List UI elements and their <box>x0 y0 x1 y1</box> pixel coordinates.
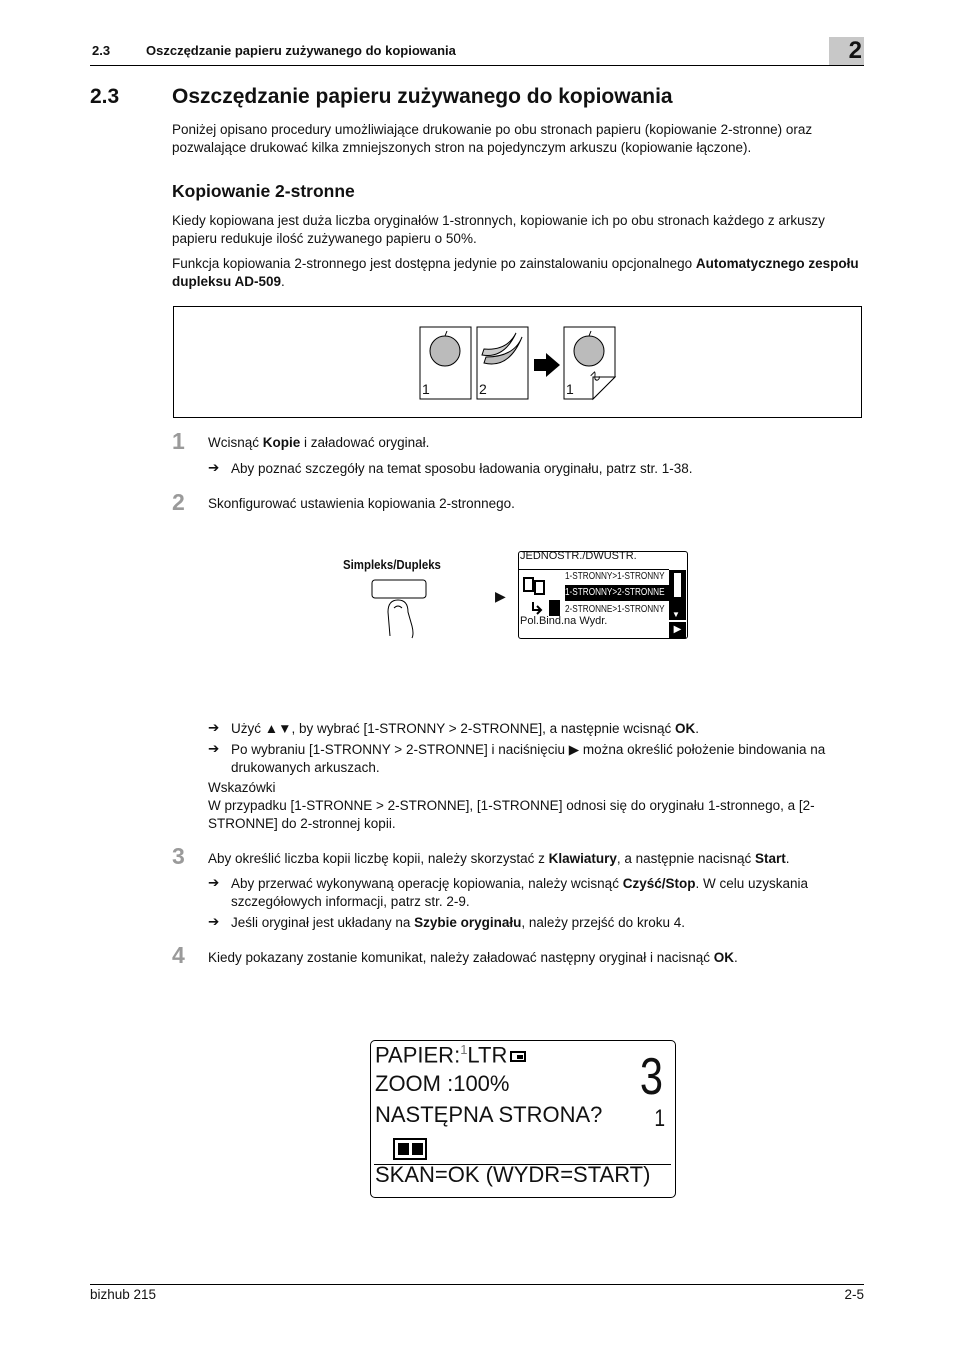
arrow-bullet: ➔ <box>208 460 220 475</box>
next-arrow-icon: ▶ <box>495 588 506 604</box>
header-section-number: 2.3 <box>92 43 111 58</box>
arrow-bullet: ➔ <box>208 875 220 890</box>
lcd-option-2[interactable]: 1-STRONNY>2-STRONNE <box>565 587 665 598</box>
subsection-title: Kopiowanie 2-stronne <box>172 181 355 201</box>
step-1-number: 1 <box>172 428 185 454</box>
button-press-icon <box>368 578 430 640</box>
lcd-scroll-thumb[interactable] <box>673 572 682 598</box>
lcd-scan-line: SKAN=OK (WYDR=START) <box>375 1162 651 1187</box>
result-front-label: 1 <box>566 381 574 397</box>
lcd-paper-line: PAPIER:$^1$LTR <box>375 1042 526 1068</box>
result-back-label: 2 <box>587 368 604 385</box>
paragraph-2: Funkcja kopiowania 2-stronnego jest dostępna jedynie po zainstalowaniu opcjonalnego Automatycznego zespołu dupleksu AD-509. <box>172 256 859 289</box>
lcd-right-icon[interactable]: ▶ <box>669 622 686 638</box>
page-1-label: 1 <box>422 381 430 397</box>
arrow-bullet: ➔ <box>208 914 220 929</box>
lcd-zoom-line: ZOOM :100% <box>375 1071 510 1096</box>
step-2-note-1: Użyć ▲▼, by wybrać [1-STRONNY > 2-STRONNE], a następnie wcisnąć OK. <box>231 721 699 736</box>
step-2-text: Skonfigurować ustawienia kopiowania 2-stronnego. <box>208 496 515 511</box>
paper-orientation-icon <box>510 1051 526 1062</box>
duplex-diagram <box>174 307 861 417</box>
step-4-number: 4 <box>172 942 185 968</box>
lcd-option-3[interactable]: 2-STRONNE>1-STRONNY <box>565 604 665 615</box>
step-2-note-2: Po wybraniu [1-STRONNY > 2-STRONNE] i naciśnięciu ▶ można określić położenie bindowania na drukowanych arkuszach. <box>231 742 826 775</box>
section-number: 2.3 <box>90 85 120 108</box>
step-2-number: 2 <box>172 489 185 515</box>
footer-divider <box>90 1284 864 1285</box>
arrow-bullet: ➔ <box>208 720 220 735</box>
lcd-option-1[interactable]: 1-STRONNY>1-STRONNY <box>565 571 665 582</box>
lcd-next-page-line: NASTĘPNA STRONA? <box>375 1102 603 1127</box>
step-1-text: Wcisnąć Kopie i załadować oryginał. <box>208 435 430 450</box>
copy-lcd-display <box>370 1040 676 1198</box>
step-3-text: Aby określić liczba kopii liczbę kopii, należy skorzystać z Klawiatury, a następnie nacisnąć Start. <box>208 851 790 866</box>
step-3-sub-1: Aby przerwać wykonywaną operację kopiowania, należy wcisnąć Czyść/Stop. W celu uzyskania szczegółowych informacji, patrz str. 2-9. <box>231 876 809 909</box>
lcd-page-number: 1 <box>654 1105 666 1132</box>
scroll-down-icon[interactable]: ▼ <box>672 610 680 619</box>
section-title: Oszczędzanie papieru zużywanego do kopiowania <box>172 85 673 108</box>
step-3-number: 3 <box>172 843 185 869</box>
duplex-mode-icon <box>523 576 565 618</box>
header-divider <box>90 65 864 66</box>
intro-paragraph: Poniżej opisano procedury umożliwiające drukowanie po obu stronach papieru (kopiowanie 2-stronne) oraz pozwalające drukować kilka zmniejszonych stron na pojedynczym arkuszu (kopiowanie łączone). <box>172 122 813 155</box>
hint-text: W przypadku [1-STRONNE > 2-STRONNE], [1-STRONNE] odnosi się do oryginału 1-stronnego, a [2-STRONNE] do 2-stronnej kopii. <box>208 798 815 831</box>
header-title: Oszczędzanie papieru zużywanego do kopiowania <box>146 43 456 58</box>
duplex-status-icon <box>393 1138 427 1160</box>
simplex-duplex-label: Simpleks/Dupleks <box>343 557 441 572</box>
step-3-sub-2: Jeśli oryginał jest układany na Szybie oryginału, należy przejść do kroku 4. <box>231 915 685 930</box>
page-2-label: 2 <box>479 381 487 397</box>
step-1-sub-text: Aby poznać szczegóły na temat sposobu ładowania oryginału, patrz str. 1-38. <box>231 461 693 476</box>
paragraph-1: Kiedy kopiowana jest duża liczba oryginałów 1-stronnych, kopiowanie ich po obu stronach każdego z arkuszy papieru redukuje ilość zużywanego papieru o 50%. <box>172 213 825 246</box>
panel-lcd <box>518 551 688 639</box>
footer-model: bizhub 215 <box>90 1287 157 1302</box>
duplex-illustration <box>173 306 862 418</box>
lcd-title: JEDNOSTR./DWUSTR. <box>520 550 637 562</box>
step-4-text: Kiedy pokazany zostanie komunikat, należy załadować następny oryginał i nacisnąć OK. <box>208 950 738 965</box>
footer-page-number: 2-5 <box>844 1287 864 1302</box>
lcd-copy-count: 3 <box>639 1048 664 1106</box>
hint-title: Wskazówki <box>208 780 276 795</box>
arrow-bullet: ➔ <box>208 741 220 756</box>
lcd-footer: Pol.Bind.na Wydr. <box>520 615 608 627</box>
chapter-badge: 2 <box>829 37 864 65</box>
